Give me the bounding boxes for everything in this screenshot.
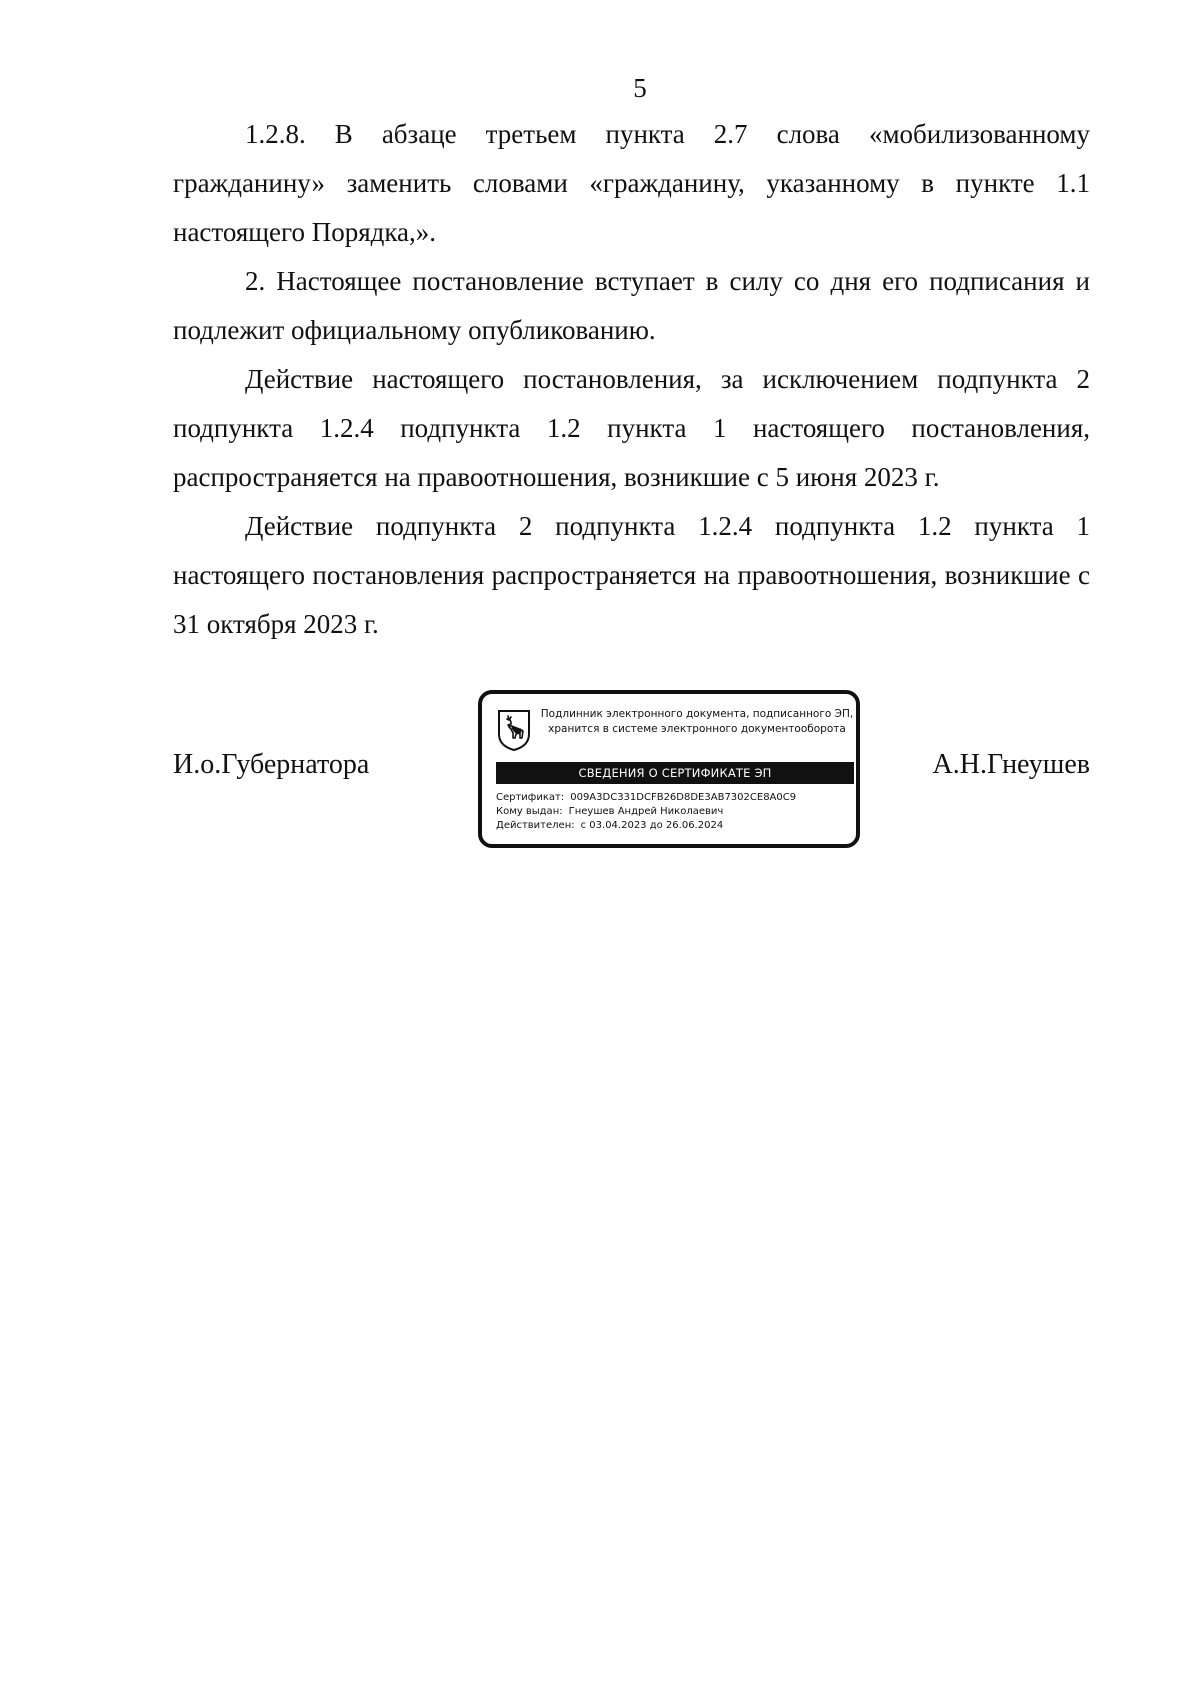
valid-label: Действителен:	[496, 820, 575, 831]
valid-value: с 03.04.2023 до 26.06.2024	[580, 820, 724, 831]
issued-to-label: Кому выдан:	[496, 806, 563, 817]
paragraph-effect-october: Действие подпункта 2 подпункта 1.2.4 подпункта 1.2 пункта 1 настоящего постановления распространяется на правоотношения, возникшие с 31 октября 2023 г.	[173, 511, 1090, 639]
deer-coat-of-arms-icon	[496, 708, 532, 752]
signatory-name: А.Н.Гнеушев	[932, 749, 1090, 780]
certificate-row	[496, 791, 856, 805]
valid-row	[496, 819, 856, 833]
stamp-header-line-1: Подлинник электронного документа, подписанного ЭП,	[540, 708, 854, 720]
stamp-title-bar: СВЕДЕНИЯ О СЕРТИФИКАТЕ ЭП	[496, 762, 854, 784]
stamp-header-line-2: хранится в системе электронного документооборота	[548, 723, 846, 735]
issued-to-value: Гнеушев Андрей Николаевич	[568, 806, 724, 817]
signatory-position: И.о.Губернатора	[173, 749, 370, 780]
stamp-details	[496, 791, 856, 833]
document-body	[173, 110, 1090, 649]
electronic-signature-stamp	[478, 690, 860, 848]
certificate-value: 009A3DC331DCFB26D8DE3AB7302CE8A0C9	[570, 792, 797, 803]
issued-to-row	[496, 805, 856, 819]
certificate-label: Сертификат:	[496, 792, 565, 803]
paragraph-1-2-8: 1.2.8. В абзаце третьем пункта 2.7 слова «мобилизованному гражданину» заменить словами «гражданину, указанному в пункте 1.1 настоящего Порядка,».	[173, 119, 1090, 247]
stamp-header	[538, 707, 856, 737]
paragraph-effect-june: Действие настоящего постановления, за исключением подпункта 2 подпункта 1.2.4 подпункта 1.2 пункта 1 настоящего постановления, распространяется на правоотношения, возникшие с 5 июня 2023 г.	[173, 364, 1090, 492]
page-number: 5	[633, 73, 647, 103]
paragraph-2-entry-into-force: 2. Настоящее постановление вступает в силу со дня его подписания и подлежит официальному опубликованию.	[173, 266, 1090, 345]
